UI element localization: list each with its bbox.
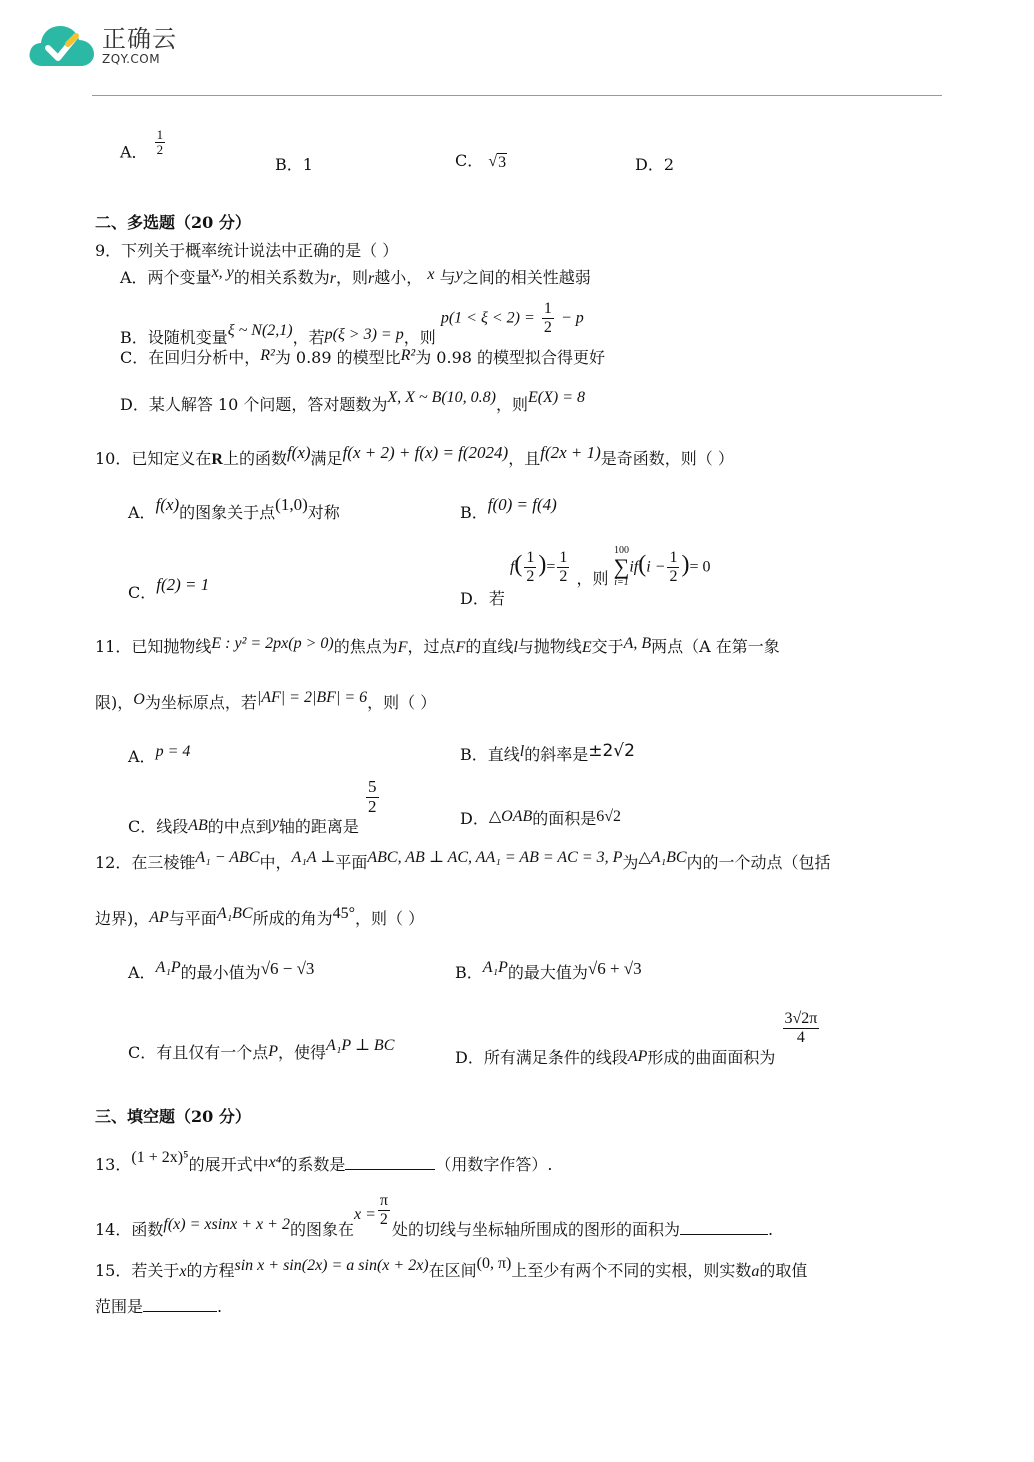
- answer-blank[interactable]: [680, 1234, 768, 1235]
- fraction: $\frac{1}{2}$: [543, 300, 552, 336]
- q12-stem-line1: 12．在三棱锥A₁ − ABC中，A₁A ⊥平面ABC, AB ⊥ AC, AA₁ = AB = AC = 3, P为△A₁BC内的一个动点（包括: [95, 849, 831, 872]
- cloud-check-icon: [28, 22, 96, 70]
- section-heading: 二、多选题（20 分）: [95, 213, 251, 232]
- q11-option-d: D．△OAB的面积是6√2: [460, 808, 622, 828]
- q15-line2: 范围是 .: [95, 1297, 223, 1316]
- brand-name: 正确云: [102, 25, 177, 53]
- q15-line1: 15．若关于x的方程sin x + sin(2x) = a sin(x + 2x)在区间(0, π)上至少有两个不同的实根，则实数a的取值: [95, 1255, 808, 1280]
- header-divider: [92, 95, 942, 96]
- answer-blank[interactable]: [143, 1311, 217, 1312]
- q10-option-b: B．f(0) = f(4): [460, 495, 557, 522]
- q14: 14．函数f(x) = xsinx + x + 2的图象在x = $\frac{\pi}{2}$ 处的切线与坐标轴所围成的图形的面积为 .: [95, 1192, 774, 1239]
- q13: 13．(1 + 2x)⁵的展开式中x⁴的系数是 （用数字作答）.: [95, 1149, 553, 1174]
- fraction: $\frac{1}{2}$: [156, 127, 164, 158]
- q11-option-a: A．p = 4: [128, 743, 191, 766]
- summation: 100 ∑ i=1: [613, 545, 630, 588]
- q10-option-d: D．若 f( $\frac{1}{2}$ )= $\frac{1}{2}$ ，则 100 ∑ i=1 if(i − $\frac{1}{2}$ )= 0: [460, 545, 711, 608]
- fraction: $\frac{5}{2}$: [368, 777, 377, 816]
- fraction: $\frac{1}{2}$: [559, 548, 568, 585]
- q8-option-d: D．2: [635, 155, 675, 174]
- q9-stem: 9．下列关于概率统计说法中正确的是（ ）: [95, 241, 399, 260]
- brand-logo: [28, 22, 177, 70]
- q12-option-c: C．有且仅有一个点P，使得A₁P ⊥ BC: [128, 1037, 395, 1062]
- q11-stem-line2: 限)，O为坐标原点，若|AF| = 2|BF| = 6，则（ ）: [95, 689, 437, 712]
- q11-stem-line1: 11．已知抛物线E : y² = 2px(p > 0)的焦点为F，过点F的直线l与抛物线E交于A, B两点（A 在第一象: [95, 635, 780, 656]
- q12-stem-line2: 边界)，AP与平面A₁BC所成的角为45°，则（ ）: [95, 905, 425, 928]
- q11-option-b: B．直线l的斜率是±2√2: [460, 741, 635, 764]
- q8-option-b: B．1: [275, 155, 313, 174]
- answer-blank[interactable]: [345, 1169, 435, 1170]
- sqrt: √ 3: [488, 153, 507, 171]
- q9-option-c: C．在回归分析中，R²为 0.89 的模型比R²为 0.98 的模型拟合得更好: [120, 347, 606, 367]
- q9-option-b: B．设随机变量ξ ~ N(2,1)，若p(ξ > 3) = p，则 p(1 < ξ < 2) = $\frac{1}{2}$ − p: [120, 300, 584, 347]
- q11-option-c: C．线段AB的中点到y轴的距离是 $\frac{5}{2}$: [128, 777, 377, 836]
- fraction: $\frac{\pi}{2}$: [379, 1192, 388, 1228]
- fraction: $\frac{1}{2}$: [526, 548, 535, 585]
- q12-option-d: D．所有满足条件的线段AP形成的曲面面积为 $\frac{3√2\pi}{4}$: [455, 1010, 818, 1067]
- fraction: $\frac{1}{2}$: [669, 548, 678, 585]
- section-heading: 三、填空题（20 分）: [95, 1107, 251, 1126]
- q12-option-b: B．A₁P的最大值为√6 + √3: [455, 959, 642, 982]
- fraction: $\frac{3√2\pi}{4}$: [784, 1010, 818, 1046]
- q9-option-a: A．两个变量x, y的相关系数为r，则r越小， x 与y之间的相关性越弱: [120, 264, 591, 287]
- q12-option-a: A．A₁P的最小值为√6 − √3: [128, 959, 315, 982]
- q10-option-c: C．f(2) = 1: [128, 575, 210, 602]
- brand-domain: ZQY.COM: [102, 52, 161, 66]
- q9-option-d: D．某人解答 10 个问题，答对题数为X, X ~ B(10, 0.8)，则E(X) = 8: [120, 389, 586, 414]
- q8-option-c: C． √ 3: [455, 151, 507, 171]
- q8-option-a: A． $\frac{1}{2}$: [120, 127, 164, 162]
- q10-stem: 10．已知定义在R上的函数f(x)满足f(x + 2) + f(x) = f(2024)，且f(2x + 1)是奇函数，则（ ）: [95, 443, 734, 468]
- q10-option-a: A．f(x)的图象关于点(1,0)对称: [128, 495, 340, 522]
